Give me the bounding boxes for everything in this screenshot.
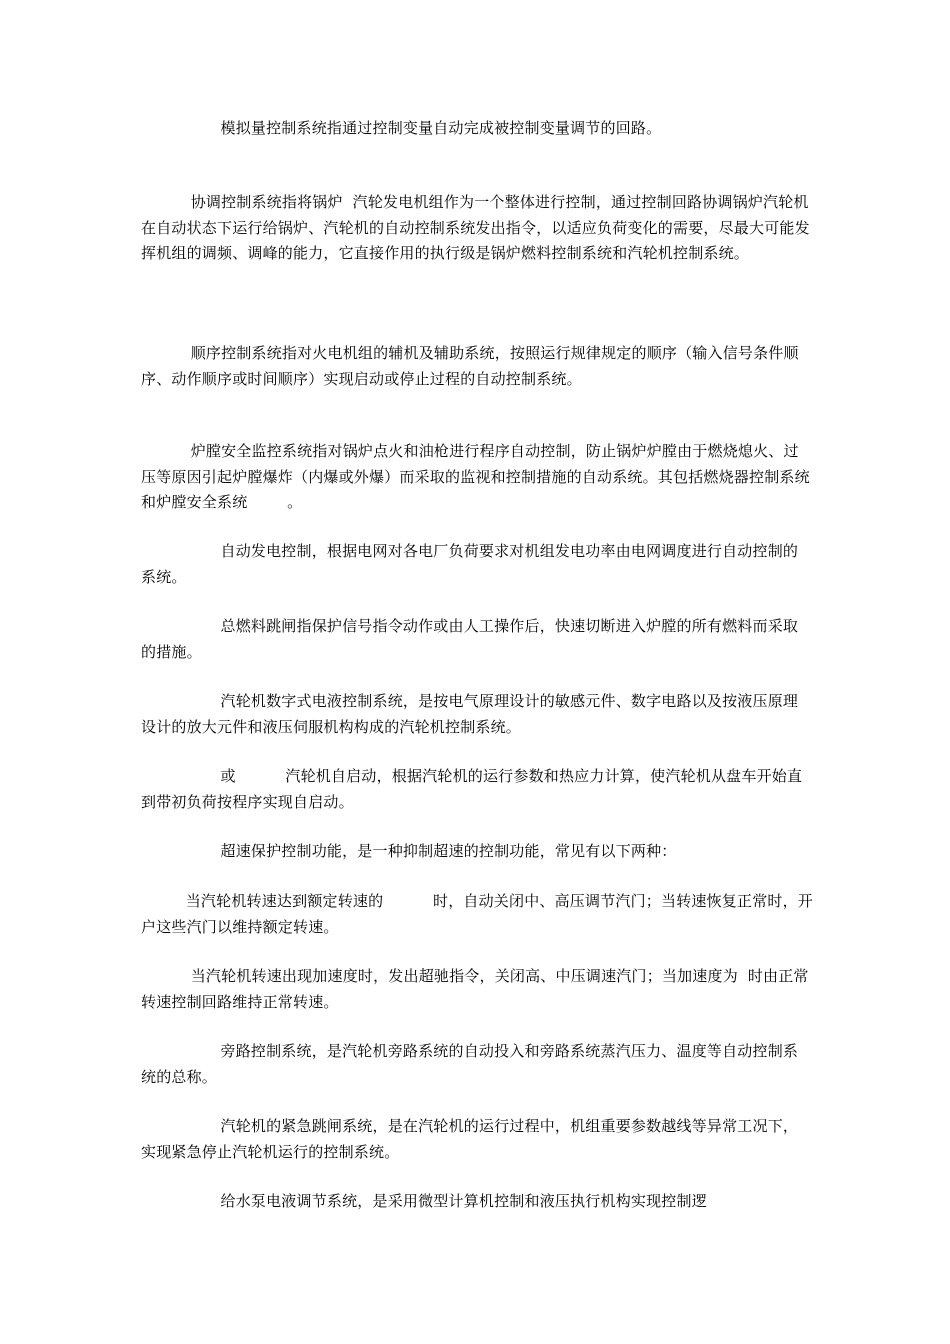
paragraph-auto-start: 或 汽轮机自启动，根据汽轮机的运行参数和热应力计算，使汽轮机从盘车开始直到带初负荷按程序实现自启动。 bbox=[141, 767, 803, 811]
paragraph-sequence-control: 顺序控制系统指对火电机组的辅机及辅助系统，按照运行规律规定的顺序（输入信号条件顺序、动作顺序或时间顺序）实现启动或停止过程的自动控制系统。 bbox=[141, 344, 799, 388]
paragraph-mft: 总燃料跳闸指保护信号指令动作或由人工操作后，快速切断进入炉膛的所有燃料而采取的措施。 bbox=[141, 617, 799, 661]
paragraph-deh: 汽轮机数字式电液控制系统，是按电气原理设计的敏感元件、数字电路以及按液压原理设计的放大元件和液压伺服机构构成的汽轮机控制系统。 bbox=[141, 692, 799, 736]
paragraph-opc-mode-2: 当汽轮机转速出现加速度时，发出超驰指令，关闭高、中压调速汽门；当加速度为 时由正常转速控制回路维持正常转速。 bbox=[141, 967, 809, 1011]
paragraph-ets: 汽轮机的紧急跳闸系统，是在汽轮机的运行过程中，机组重要参数越线等异常工况下，实现紧急停止汽轮机运行的控制系统。 bbox=[141, 1117, 799, 1161]
paragraph-opc: 超速保护控制功能，是一种抑制超速的控制功能，常见有以下两种： bbox=[141, 842, 677, 860]
paragraph-opc-mode-1: 当汽轮机转速达到额定转速的 时，自动关闭中、高压调节汽门；当转速恢复正常时，开户这些汽门以维持额定转速。 bbox=[141, 892, 814, 936]
paragraph-analog-control: 模拟量控制系统指通过控制变量自动完成被控制变量调节的回路。 bbox=[141, 119, 662, 137]
paragraph-coordinated-control: 协调控制系统指将锅炉 汽轮发电机组作为一个整体进行控制，通过控制回路协调锅炉汽轮机在自动状态下运行给锅炉、汽轮机的自动控制系统发出指令，以适应负荷变化的需要，尽最大可能发挥机组的调频、调峰的能力，它直接作用的执行级是锅炉燃料控制系统和汽轮机控制系统。 bbox=[141, 193, 810, 262]
paragraph-furnace-safety: 炉膛安全监控系统指对锅炉点火和油枪进行程序自动控制，防止锅炉炉膛由于燃烧熄火、过压等原因引起炉膛爆炸（内爆或外爆）而采取的监视和控制措施的自动系统。其包括燃烧器控制系统 和炉膛安全系统 。 bbox=[141, 442, 850, 511]
paragraph-agc: 自动发电控制，根据电网对各电厂负荷要求对机组发电功率由电网调度进行自动控制的系统。 bbox=[141, 542, 799, 586]
paragraph-feedwater-pump: 给水泵电液调节系统，是采用微型计算机控制和液压执行机构实现控制逻 bbox=[141, 1192, 707, 1210]
paragraph-bypass-control: 旁路控制系统，是汽轮机旁路系统的自动投入和旁路系统蒸汽压力、温度等自动控制系统的总称。 bbox=[141, 1042, 799, 1086]
